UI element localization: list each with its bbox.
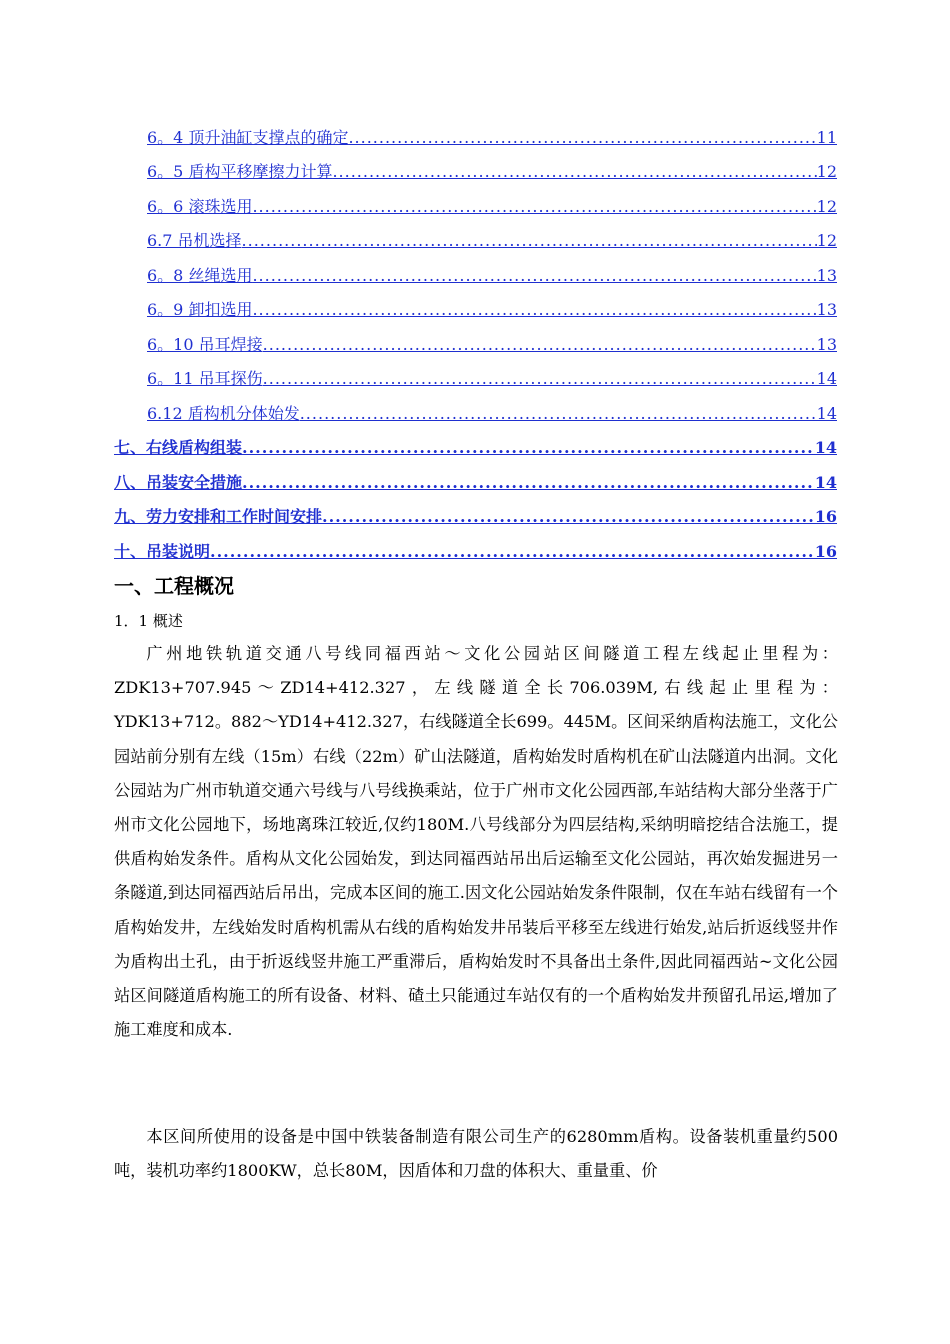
toc-entry-page: 12 (816, 231, 837, 250)
toc-entry-title: 6。6 滚珠选用 (147, 197, 253, 216)
toc-entry-page: 13 (816, 335, 837, 354)
toc-entry-page: 12 (816, 197, 837, 216)
toc-entry-6-10[interactable] (147, 335, 837, 355)
body-paragraph-1: 广州地铁轨道交通八号线同福西站～文化公园站区间隧道工程左线起止里程为：ZDK13+707.945～ZD14+412.327，左线隧道全长706.039M,右线起止里程为：YDK13+712。882～YD14+412.327，右线隧道全长699。445M。区间采纳盾构法施工，文化公园站前分别有左线（15m）右线（22m）矿山法隧道，盾构始发时盾构机在矿山法隧道内出洞。文化公园站为广州市轨道交通六号线与八号线换乘站，位于广州市文化公园西部,车站结构大部分坐落于广州市文化公园地下，场地离珠江较近,仅约180M.八号线部分为四层结构,采纳明暗挖结合法施工，提供盾构始发条件。盾构从文化公园始发，到达同福西站吊出后运输至文化公园站，再次始发掘进另一条隧道,到达同福西站后吊出，完成本区间的施工.因文化公园站始发条件限制，仅在车站右线留有一个盾构始发井，左线始发时盾构机需从右线的盾构始发井吊装后平移至左线进行始发,站后折返线竖井作为盾构出土孔，由于折返线竖井施工严重滞后，盾构始发时不具备出土条件,因此同福西站~文化公园站区间隧道盾构施工的所有设备、材料、碴土只能通过车站仅有的一个盾构始发井预留孔吊运,增加了施工难度和成本. (114, 644, 838, 1040)
toc-entry-title: 6。4 顶升油缸支撑点的确定 (147, 128, 349, 147)
subsection-heading: 1．1 概述 (114, 612, 183, 630)
toc-entry-section-8[interactable] (114, 473, 837, 493)
toc-entry-page: 13 (816, 300, 837, 319)
toc-entry-page: 12 (816, 162, 837, 181)
toc-entry-title: 6.12 盾构机分体始发 (147, 404, 300, 423)
toc-entry-page: 16 (814, 507, 837, 526)
toc-leader-dots (332, 162, 816, 182)
toc-leader-dots (252, 197, 816, 217)
toc-entry-title: 九、劳力安排和工作时间安排 (114, 507, 323, 526)
toc-entry-page: 14 (816, 369, 837, 388)
toc-entry-section-10[interactable] (114, 542, 837, 562)
toc-entry-title: 6。5 盾构平移摩擦力计算 (147, 162, 333, 181)
toc-entry-title: 6。10 吊耳焊接 (147, 335, 263, 354)
toc-entry-section-9[interactable] (114, 507, 837, 527)
toc-entry-title: 十、吊装说明 (114, 542, 211, 561)
toc-leader-dots (322, 507, 815, 527)
toc-entry-page: 14 (816, 404, 837, 423)
toc-entry-title: 七、右线盾构组装 (114, 438, 243, 457)
toc-entry-title: 八、吊装安全措施 (114, 473, 243, 492)
toc-entry-title: 6。9 卸扣选用 (147, 300, 253, 319)
toc-leader-dots (252, 266, 816, 286)
body-paragraph-2: 本区间所使用的设备是中国中铁装备制造有限公司生产的6280mm盾构。设备装机重量约500吨，装机功率约1800KW，总长80M，因盾体和刀盘的体积大、重量重、价 (114, 1127, 838, 1181)
section-heading: 一、工程概况 (114, 574, 234, 598)
toc-leader-dots (210, 542, 815, 562)
toc-entry-6-9[interactable] (147, 300, 837, 320)
toc-leader-dots (263, 335, 817, 355)
toc-entry-6-11[interactable] (147, 369, 837, 389)
toc-leader-dots (263, 369, 817, 389)
toc-leader-dots (348, 128, 816, 148)
toc-entry-6-5[interactable] (147, 162, 837, 182)
toc-leader-dots (252, 300, 816, 320)
toc-entry-6-6[interactable] (147, 197, 837, 217)
toc-entry-title: 6。8 丝绳选用 (147, 266, 253, 285)
toc-entry-page: 13 (816, 266, 837, 285)
toc-entry-6-4[interactable] (147, 128, 837, 148)
toc-entry-6-12[interactable] (147, 404, 837, 424)
toc-entry-page: 11 (816, 128, 837, 147)
toc-entry-6-7[interactable] (147, 231, 837, 251)
toc-entry-title: 6。11 吊耳探伤 (147, 369, 263, 388)
toc-entry-page: 16 (814, 542, 837, 561)
toc-entry-page: 14 (814, 438, 837, 457)
toc-leader-dots (242, 231, 817, 251)
toc-leader-dots (242, 473, 815, 493)
toc-leader-dots (300, 404, 817, 424)
toc-entry-title: 6.7 吊机选择 (147, 231, 242, 250)
toc-entry-6-8[interactable] (147, 266, 837, 286)
toc-entry-page: 14 (814, 473, 837, 492)
toc-entry-section-7[interactable] (114, 438, 837, 458)
toc-leader-dots (242, 438, 815, 458)
